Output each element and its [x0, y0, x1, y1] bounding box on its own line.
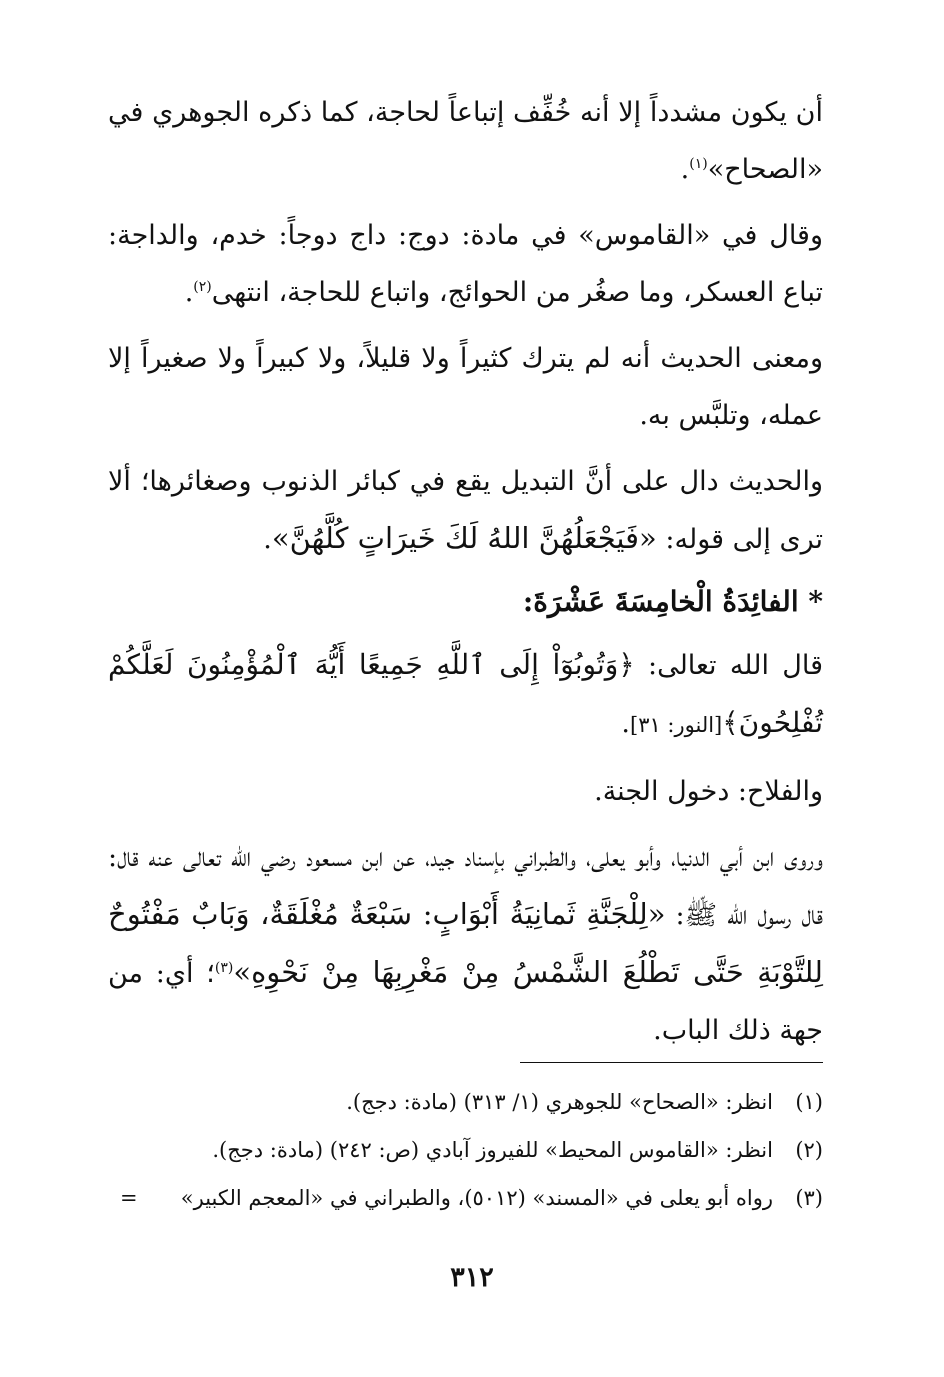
paragraph-4-text: والحديث دال على أنَّ التبديل يقع في كبائر الذنوب وصغائرها؛ ألا ترى إلى قوله: [108, 466, 823, 555]
quran-verse: ﴿وَتُوبُوٓاْ إِلَى ٱللَّهِ جَمِيعًا أَيُّهَ ٱلْمُؤْمِنُونَ لَعَلَّكُمْ تُفْلِحُونَ﴾ [108, 648, 823, 739]
footnote-3 [118, 1174, 823, 1222]
paragraph-5 [108, 636, 823, 754]
paragraph-1-text: أن يكون مشدداً إلا أنه خُفِّف إتباعاً لحاجة، كما ذكره الجوهري في «الصحاح» [108, 97, 823, 185]
hadith-text: «لِلْجَنَّةِ ثَمانِيَةُ أَبْوَابٍ: سَبْعَةٌ مُغْلَقَةٌ، وَبَابٌ مَفْتُوحٌ لِلتَّوْبَةِ حَتَّى تَطْلُعَ الشَّمْسُ مِنْ مَغْرِبِهَا مِنْ نَحْوِهِ» [108, 897, 823, 989]
footnote-marker-1[interactable]: (١) [689, 156, 708, 172]
paragraph-4-end: . [263, 524, 272, 555]
page-number: ٣١٢ [450, 1262, 494, 1293]
footnote-marker-3[interactable]: (٣) [214, 960, 234, 976]
paragraph-1 [108, 84, 823, 198]
paragraph-7 [108, 829, 823, 1059]
verse-reference: [النور: ٣١] [629, 713, 723, 737]
paragraph-7-tail: ؛ أي: من جهة ذلك الباب. [108, 958, 823, 1046]
footnotes-list [118, 1078, 823, 1222]
paragraph-5-end: . [621, 708, 630, 739]
paragraph-7-text: وروى ابن أبي الدنيا، وأبو يعلى، والطبراني بإسناد جيد، عن ابن مسعود رضي الله تعالى عنه قال: قال رسول الله ﷺ: [108, 842, 823, 931]
paragraph-3-text: ومعنى الحديث أنه لم يترك كثيراً ولا قليلاً، ولا كبيراً ولا صغيراً إلا عمله، وتلبَّس به. [108, 343, 823, 431]
footnote-separator [520, 1062, 823, 1063]
paragraph-1-end: . [680, 154, 690, 185]
paragraph-6 [108, 763, 823, 820]
paragraph-3 [108, 330, 823, 444]
footnote-continuation: = [120, 1186, 138, 1210]
paragraph-5-text: قال الله تعالى: [647, 650, 824, 681]
paragraph-4 [108, 453, 823, 568]
footnote-text: رواه أبو يعلى في «المسند» (٥٠١٢)، والطبراني في «المعجم الكبير» [180, 1186, 773, 1210]
paragraph-2-end: . [184, 277, 194, 308]
page-body [108, 84, 823, 1059]
section-heading: * الفائِدَةُ الْخامِسَةَ عَشْرَةَ: [522, 585, 823, 618]
footnote-number: (٢) [795, 1138, 823, 1162]
paragraph-2-text: وقال في «القاموس» في مادة: دوج: داج دوجاً: خدم، والداجة: تباع العسكر، وما صغُر من الحوائج، واتباع للحاجة، انتهى [108, 220, 823, 308]
hadith-quote: «فَيَجْعَلُهُنَّ اللهُ لَكَ خَيرَاتٍ كُلَّهُنَّ» [271, 521, 657, 555]
footnote-marker-2[interactable]: (٢) [193, 279, 212, 295]
footnote-text: انظر: «الصحاح» للجوهري (١/ ٣١٣) (مادة: دجج). [346, 1090, 773, 1114]
footnote-text: انظر: «القاموس المحيط» للفيروز آبادي (ص: ٢٤٢) (مادة: دجج). [212, 1138, 773, 1162]
footnote-number: (١) [795, 1090, 823, 1114]
footnote-1 [118, 1078, 823, 1126]
footnote-2 [118, 1126, 823, 1174]
footnote-number: (٣) [795, 1186, 823, 1210]
paragraph-6-text: والفلاح: دخول الجنة. [594, 776, 823, 807]
paragraph-2 [108, 207, 823, 321]
